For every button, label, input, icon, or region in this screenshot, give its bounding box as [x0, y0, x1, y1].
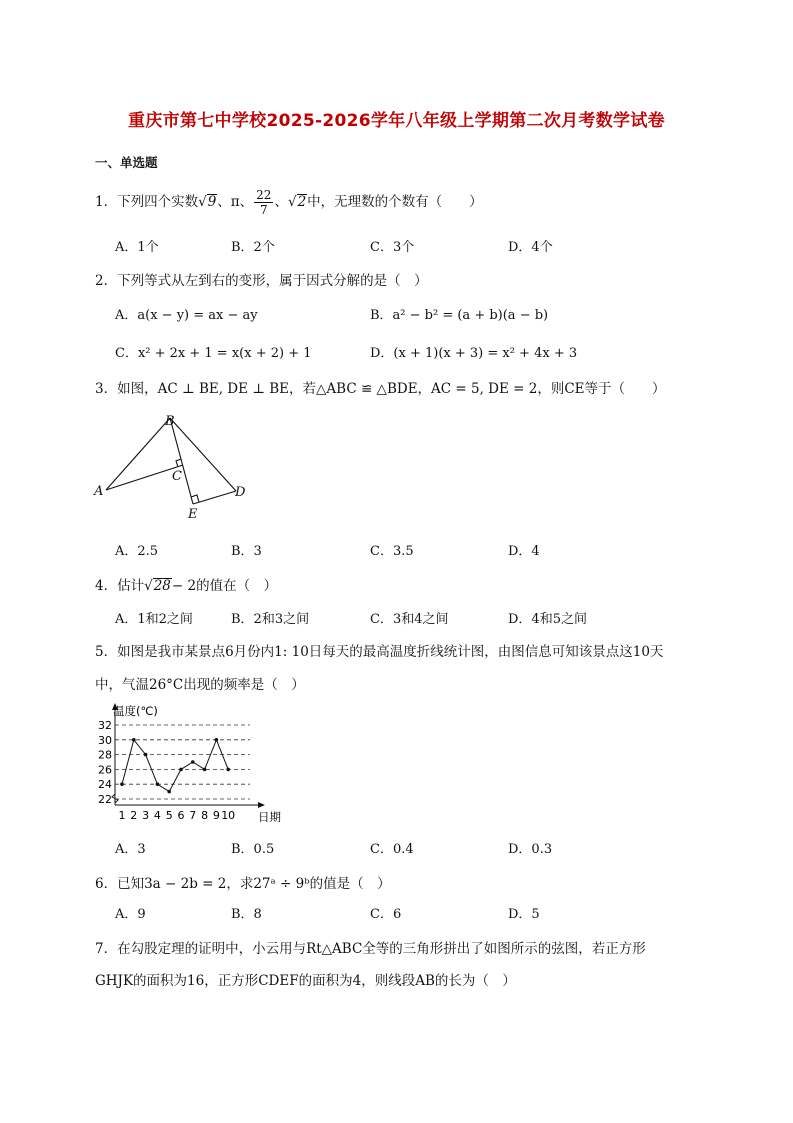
label-a: A — [94, 484, 104, 499]
q1-frac-num: 22 — [256, 188, 272, 202]
q2-option-b[interactable]: B．a² − b² = (a + b)(a − b) — [370, 308, 549, 323]
q3-option-c[interactable]: C．3.5 — [370, 544, 414, 559]
q1-sqrt9: 9 — [207, 194, 217, 210]
q1-frac-den: 7 — [259, 203, 268, 217]
q1-sqrt2: 2 — [297, 194, 307, 210]
q2-option-d[interactable]: D．(x + 1)(x + 3) = x² + 4x + 3 — [370, 346, 578, 361]
x-tick-label: 8 — [201, 809, 209, 822]
q2-option-a[interactable]: A．a(x − y) = ax − ay — [115, 308, 258, 323]
q4-option-a[interactable]: A．1和2之间 — [115, 612, 193, 627]
data-point — [179, 768, 183, 772]
q1-fraction — [254, 188, 273, 217]
y-tick-label: 24 — [98, 778, 112, 792]
x-tick-label: 9 — [212, 809, 220, 822]
q1-pre: 1．下列四个实数 — [95, 194, 199, 210]
x-tick-label: 1 — [118, 809, 126, 822]
segment-ed — [193, 491, 236, 504]
q1-sep2: 、 — [274, 194, 288, 210]
y-tick-label: 28 — [98, 748, 112, 762]
page-title: 重庆市第七中学校2025-2026学年八年级上学期第二次月考数学试卷 — [128, 111, 665, 131]
question-5-line1: 5．如图是我市某景点6月份内1: 10日每天的最高温度折线统计图，由图信息可知该景点这10天 — [95, 644, 664, 660]
question-3: 3．如图，AC ⊥ BE, DE ⊥ BE，若△ABC ≌ △BDE，AC = 5, DE = 2，则CE等于（ ） — [95, 381, 666, 397]
q4-sqrt28: 28 — [153, 578, 171, 594]
q3-option-b[interactable]: B．3 — [231, 544, 262, 559]
q1-option-b[interactable]: B．2个 — [231, 240, 275, 255]
data-point — [215, 738, 219, 742]
y-tick-label: 32 — [98, 719, 112, 732]
q5-option-a[interactable]: A．3 — [115, 842, 146, 857]
triangle-figure — [90, 408, 260, 526]
question-2: 2．下列等式从左到右的变形，属于因式分解的是（ ） — [95, 273, 428, 289]
q2-option-c[interactable]: C．x² + 2x + 1 = x(x + 2) + 1 — [115, 346, 312, 361]
data-point — [120, 782, 124, 786]
sqrt-sign: √ — [198, 194, 207, 210]
x-axis-label: 日期 — [258, 810, 281, 824]
x-tick-label: 5 — [165, 809, 173, 822]
x-axis-arrow — [258, 802, 265, 808]
question-1 — [95, 188, 483, 217]
section-heading: 一、单选题 — [95, 155, 158, 170]
q4-option-b[interactable]: B．2和3之间 — [231, 612, 310, 627]
x-tick-label: 4 — [153, 809, 161, 822]
q6-option-b[interactable]: B．8 — [231, 907, 262, 922]
q4-option-c[interactable]: C．3和4之间 — [370, 612, 449, 627]
label-e: E — [188, 507, 198, 522]
q5-option-c[interactable]: C．0.4 — [370, 842, 414, 857]
label-c: C — [172, 469, 182, 484]
y-tick-label: 22 — [98, 793, 112, 806]
data-point — [226, 768, 230, 772]
data-point — [156, 782, 160, 786]
question-7-line1: 7．在勾股定理的证明中，小云用与Rt△ABC全等的三角形拼出了如图所示的弦图，若正方形 — [95, 941, 646, 957]
q6-option-a[interactable]: A．9 — [115, 907, 146, 922]
x-tick-label: 6 — [177, 809, 185, 822]
x-tick-label: 10 — [221, 809, 236, 822]
question-4 — [95, 574, 277, 594]
q1-sep1: 、π、 — [217, 194, 254, 210]
data-point — [203, 768, 207, 772]
y-tick-label: 30 — [98, 733, 112, 747]
question-6: 6．已知3a − 2b = 2，求27ᵃ ÷ 9ᵇ的值是（ ） — [95, 876, 391, 892]
data-point — [191, 760, 195, 764]
data-point — [132, 738, 136, 742]
temperature-line-chart — [95, 700, 295, 828]
q1-option-c[interactable]: C．3个 — [370, 240, 415, 255]
x-tick-label: 2 — [130, 809, 138, 822]
q1-option-d[interactable]: D．4个 — [508, 240, 553, 255]
q1-option-a[interactable]: A．1个 — [115, 240, 159, 255]
q5-option-d[interactable]: D．0.3 — [508, 842, 553, 857]
y-tick-label: 26 — [98, 763, 112, 777]
sqrt-sign: √ — [144, 578, 153, 594]
q4-post: − 2的值在（ ） — [171, 578, 278, 594]
label-b: B — [165, 414, 175, 429]
q4-option-d[interactable]: D．4和5之间 — [508, 612, 587, 627]
label-d: D — [235, 485, 246, 500]
x-tick-label: 3 — [142, 809, 150, 822]
sqrt-sign: √ — [287, 194, 297, 210]
q3-option-a[interactable]: A．2.5 — [115, 544, 159, 559]
q6-option-d[interactable]: D．5 — [508, 907, 540, 922]
x-tick-label: 7 — [189, 809, 197, 822]
y-axis-label: 温度(℃) — [113, 704, 158, 718]
q6-option-c[interactable]: C．6 — [370, 907, 402, 922]
question-7-line2: GHJK的面积为16，正方形CDEF的面积为4，则线段AB的长为（ ） — [95, 973, 516, 989]
q1-post: 中，无理数的个数有（ ） — [307, 194, 483, 210]
q3-option-d[interactable]: D．4 — [508, 544, 540, 559]
question-5-line2: 中，气温26°C出现的频率是（ ） — [95, 677, 305, 693]
data-point — [167, 790, 171, 794]
data-point — [144, 753, 148, 757]
q4-pre: 4．估计 — [95, 578, 145, 594]
q5-option-b[interactable]: B．0.5 — [231, 842, 275, 857]
